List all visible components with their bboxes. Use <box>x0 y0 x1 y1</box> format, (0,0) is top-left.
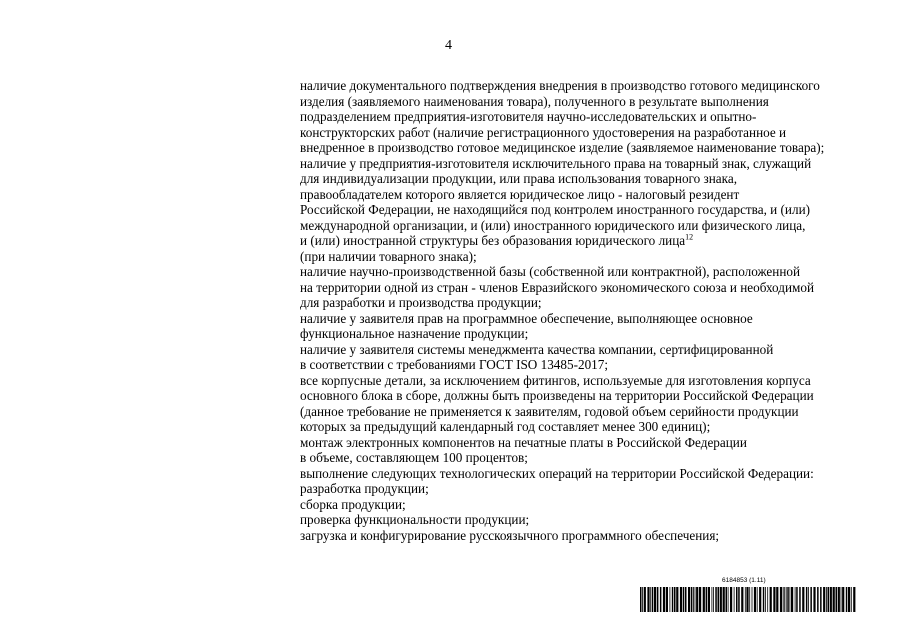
text-line: (данное требование не применяется к заявителям, годовой объем серийности продукции <box>300 403 799 419</box>
text-line: сборка продукции; <box>300 496 406 512</box>
text-line: загрузка и конфигурирование русскоязычного программного обеспечения; <box>300 527 720 543</box>
text-line-content: и (или) иностранной структуры без образования юридического лица <box>300 233 686 248</box>
text-line: Российской Федерации, не находящийся под контролем иностранного государства, и (или) <box>300 202 811 217</box>
text-line: которых за предыдущий календарный год составляет менее 300 единиц); <box>300 419 711 434</box>
text-line: для разработки и производства продукции; <box>300 295 542 310</box>
text-line: разработка продукции; <box>300 481 429 496</box>
text-line: функциональное назначение продукции; <box>300 326 529 341</box>
barcode <box>640 587 858 612</box>
text-line: проверка функциональности продукции; <box>300 512 530 527</box>
text-line: в соответствии с требованиями ГОСТ ISO 13485-2017; <box>300 357 609 372</box>
document-code: 6184853 (1.11) <box>722 577 766 584</box>
text-line: конструкторских работ (наличие регистрационного удостоверения на разработанное и <box>300 124 787 140</box>
text-line: на территории одной из стран - членов Евразийского экономического союза и необходимой <box>300 279 815 295</box>
text-line: для индивидуализации продукции, или права использования товарного знака, <box>300 171 738 186</box>
text-line: внедренное в производство готовое медицинское изделие (заявляемое наименование товара); <box>300 140 825 155</box>
text-line: подразделением предприятия-изготовителя научно-исследовательских и опытно- <box>300 109 757 124</box>
text-line: наличие документального подтверждения внедрения в производство готового медицинского <box>300 78 820 93</box>
text-line: (при наличии товарного знака); <box>300 248 477 264</box>
footnote-reference[interactable]: 12 <box>685 232 694 242</box>
text-line: выполнение следующих технологических операций на территории Российской Федерации: <box>300 465 814 481</box>
text-line: в объеме, составляющем 100 процентов; <box>300 450 528 465</box>
text-line: наличие у заявителя системы менеджмента качества компании, сертифицированной <box>300 341 774 357</box>
text-line: международной организации, и (или) иностранного юридического или физического лица, <box>300 217 806 233</box>
text-line: основного блока в сборе, должны быть произведены на территории Российской Федерации <box>300 388 814 403</box>
text-line: наличие научно-производственной базы (собственной или контрактной), расположенной <box>300 264 801 279</box>
page-number: 4 <box>445 38 452 53</box>
text-line: все корпусные детали, за исключением фитингов, используемые для изготовления корпуса <box>300 372 811 388</box>
text-line: монтаж электронных компонентов на печатные платы в Российской Федерации <box>300 434 747 450</box>
text-line: изделия (заявляемого наименования товара), полученного в результате выполнения <box>300 93 769 109</box>
text-line-with-footnote <box>300 233 860 249</box>
text-line: наличие у заявителя прав на программное обеспечение, выполняющее основное <box>300 310 753 326</box>
text-line: наличие у предприятия-изготовителя исключительного права на товарный знак, служащий <box>300 155 812 171</box>
text-line: правообладателем которого является юридическое лицо - налоговый резидент <box>300 186 740 202</box>
body-text <box>300 78 860 543</box>
